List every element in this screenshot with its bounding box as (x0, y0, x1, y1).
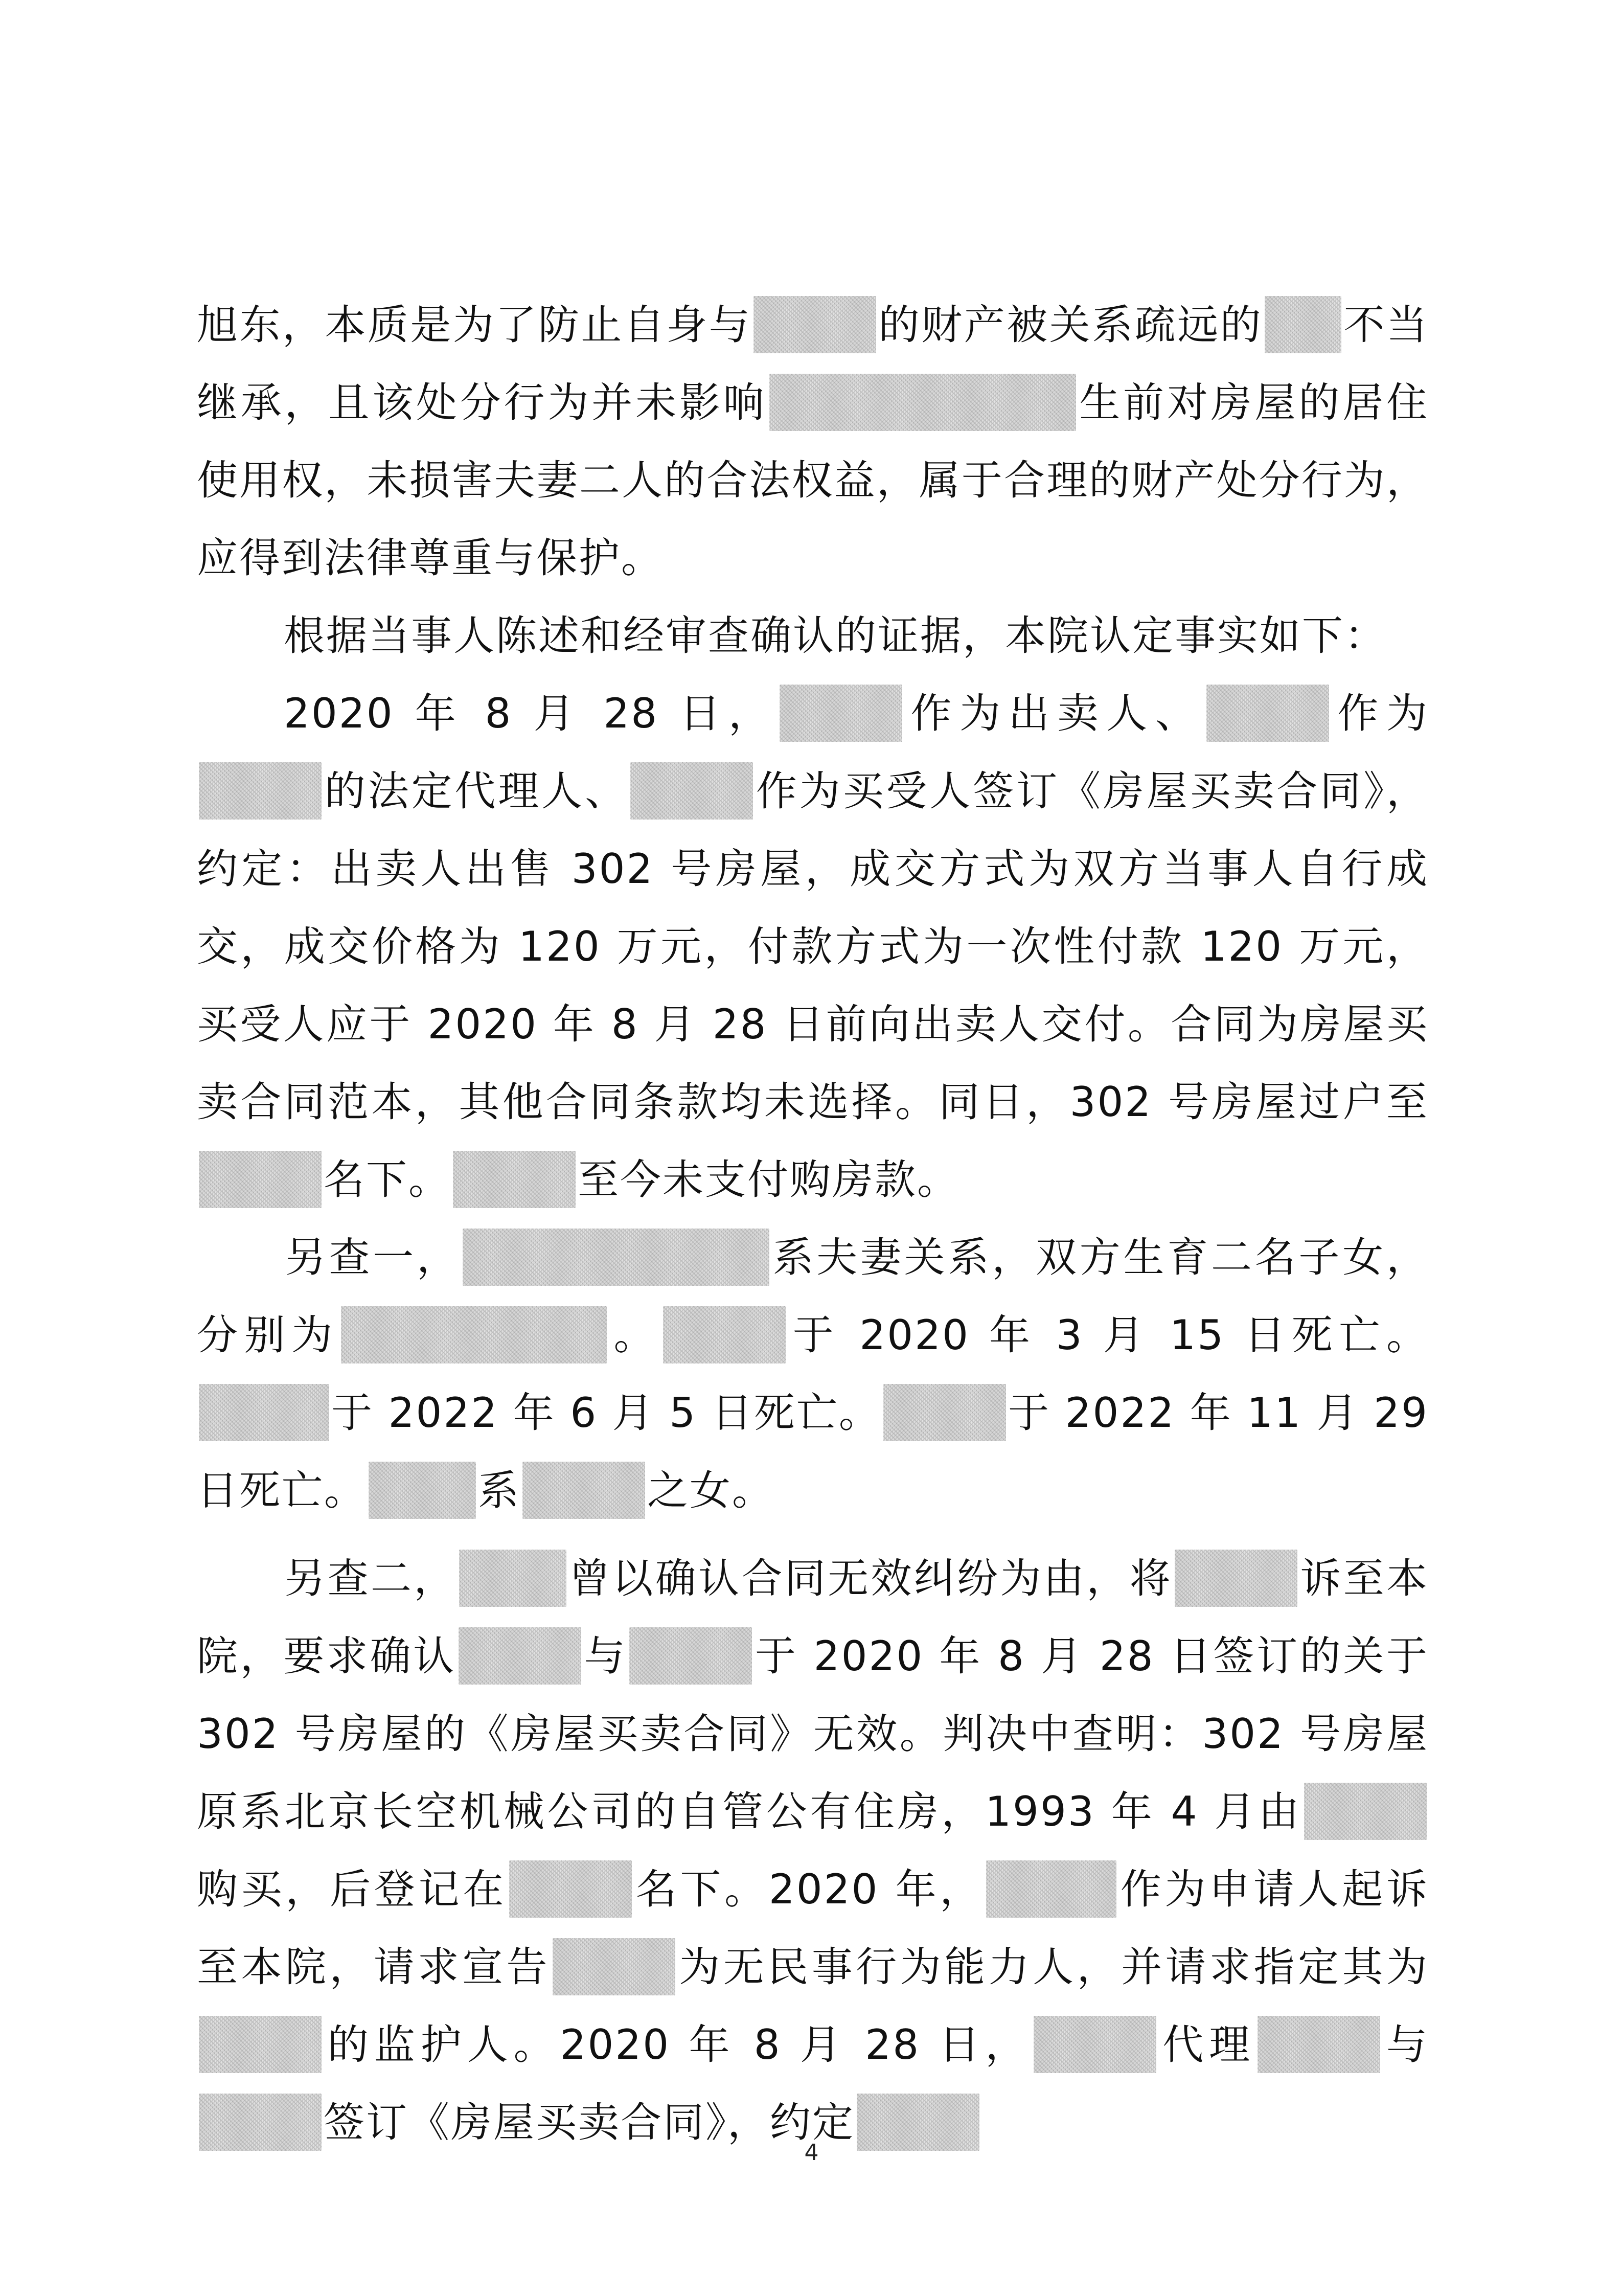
text-run: 至今未支付购房款。 (578, 1156, 959, 1203)
text-run: 与 (1382, 2021, 1429, 2068)
text-run: 另查一， (284, 1234, 461, 1281)
redacted-name (630, 762, 753, 820)
redacted-name (463, 1229, 769, 1286)
text-run: 。 (608, 1311, 661, 1359)
redacted-name (1258, 2016, 1380, 2073)
redacted-name (459, 1627, 581, 1685)
redacted-name (663, 1306, 786, 1363)
text-run: 于 2020 年 8 月 28 日签订的关于 302 号房屋的《房屋买卖合同》无效。判决中查明：302 号房屋原系北京长空机械公司的自管公有住房，1993 年 4 月由 (197, 1632, 1429, 1835)
paragraph-contract-facts (197, 675, 1429, 1219)
text-run: 名下。2020 年， (634, 1866, 985, 1913)
text-run: 作为买受人签订《房屋买卖合同》，约定：出卖人出售 302 号房屋，成交方式为双方当事人自行成交，成交价格为 120 万元，付款方式为一次性付款 120 万元，买受人应于 2020 年 8 月 28 日前向出卖人交付。合同为房屋买卖合同范本，其他合同条款均未选择。同日，302 号房屋过户至 (197, 767, 1429, 1126)
text-run: 的财产被关系疏远的 (878, 301, 1263, 349)
page-number: 4 (804, 2140, 819, 2166)
text-run: 名下。 (324, 1156, 451, 1203)
text-run: 不当继承，且该处分行为并未影响 (197, 301, 1429, 426)
text-run: 与 (583, 1632, 628, 1680)
text-run: 系夫妻关系，双方生育二名子女，分别为 (197, 1234, 1429, 1359)
text-run: 作为 (1331, 690, 1429, 737)
text-run: 代理 (1158, 2021, 1256, 2068)
redacted-name (369, 1462, 476, 1519)
redacted-name (1265, 296, 1341, 353)
text-run: 签订《房屋买卖合同》，约定 (324, 2099, 855, 2146)
redacted-name (883, 1384, 1006, 1441)
text-run: 作为申请人起诉至本院，请求宣告 (197, 1866, 1429, 1991)
text-run: 于 2022 年 11 月 29 日死亡。 (197, 1389, 1429, 1514)
redacted-name (509, 1860, 632, 1918)
text-run: 于 2020 年 3 月 15 日死亡。 (788, 1311, 1429, 1359)
text-run: 作为出卖人、 (904, 690, 1204, 737)
text-run: 旭东，本质是为了防止自身与 (197, 301, 752, 349)
redacted-name (1304, 1783, 1427, 1840)
redacted-name (1206, 685, 1329, 742)
document-body (197, 286, 1429, 2162)
text-run: 2020 年 8 月 28 日， (284, 690, 778, 737)
text-run: 另查二， (284, 1555, 457, 1602)
redacted-name (629, 1627, 752, 1685)
redacted-name (753, 296, 876, 353)
text-run: 根据当事人陈述和经审查确认的证据，本院认定事实如下： (284, 612, 1387, 660)
text-run: 的监护人。2020 年 8 月 28 日， (324, 2021, 1032, 2068)
text-run: 的法定代理人、 (324, 767, 628, 815)
redacted-name (1034, 2016, 1156, 2073)
paragraph-continuation (197, 286, 1429, 597)
redacted-name (459, 1550, 566, 1607)
redacted-name (341, 1306, 607, 1363)
paragraph-further-finding-1 (197, 1219, 1429, 1530)
redacted-name (199, 1384, 329, 1441)
redacted-name (769, 374, 1076, 431)
redacted-name (522, 1462, 645, 1519)
redacted-name (780, 685, 902, 742)
redacted-name (199, 762, 322, 820)
text-run: 为无民事行为能力人，并请求指定其为 (677, 1943, 1429, 1991)
paragraph-further-finding-2 (197, 1540, 1429, 2162)
redacted-name (986, 1860, 1116, 1918)
text-run: 曾以确认合同无效纠纷为由，将 (568, 1555, 1173, 1602)
text-run: 诉至本院，要求确认 (197, 1555, 1429, 1680)
text-run: 购买，后登记在 (197, 1866, 507, 1913)
text-run: 之女。 (647, 1467, 774, 1514)
text-run: 系 (478, 1467, 520, 1514)
text-run: 于 2022 年 6 月 5 日死亡。 (331, 1389, 881, 1437)
paragraph-facts-intro (197, 597, 1429, 675)
text-run: 生前对房屋的居住使用权，未损害夫妻二人的合法权益，属于合理的财产处分行为，应得到法律尊重与保护。 (197, 379, 1429, 582)
redacted-name (453, 1151, 576, 1208)
redacted-name (553, 1938, 675, 1995)
redacted-name (1175, 1550, 1297, 1607)
redacted-name (199, 2016, 322, 2073)
redacted-name (199, 1151, 322, 1208)
